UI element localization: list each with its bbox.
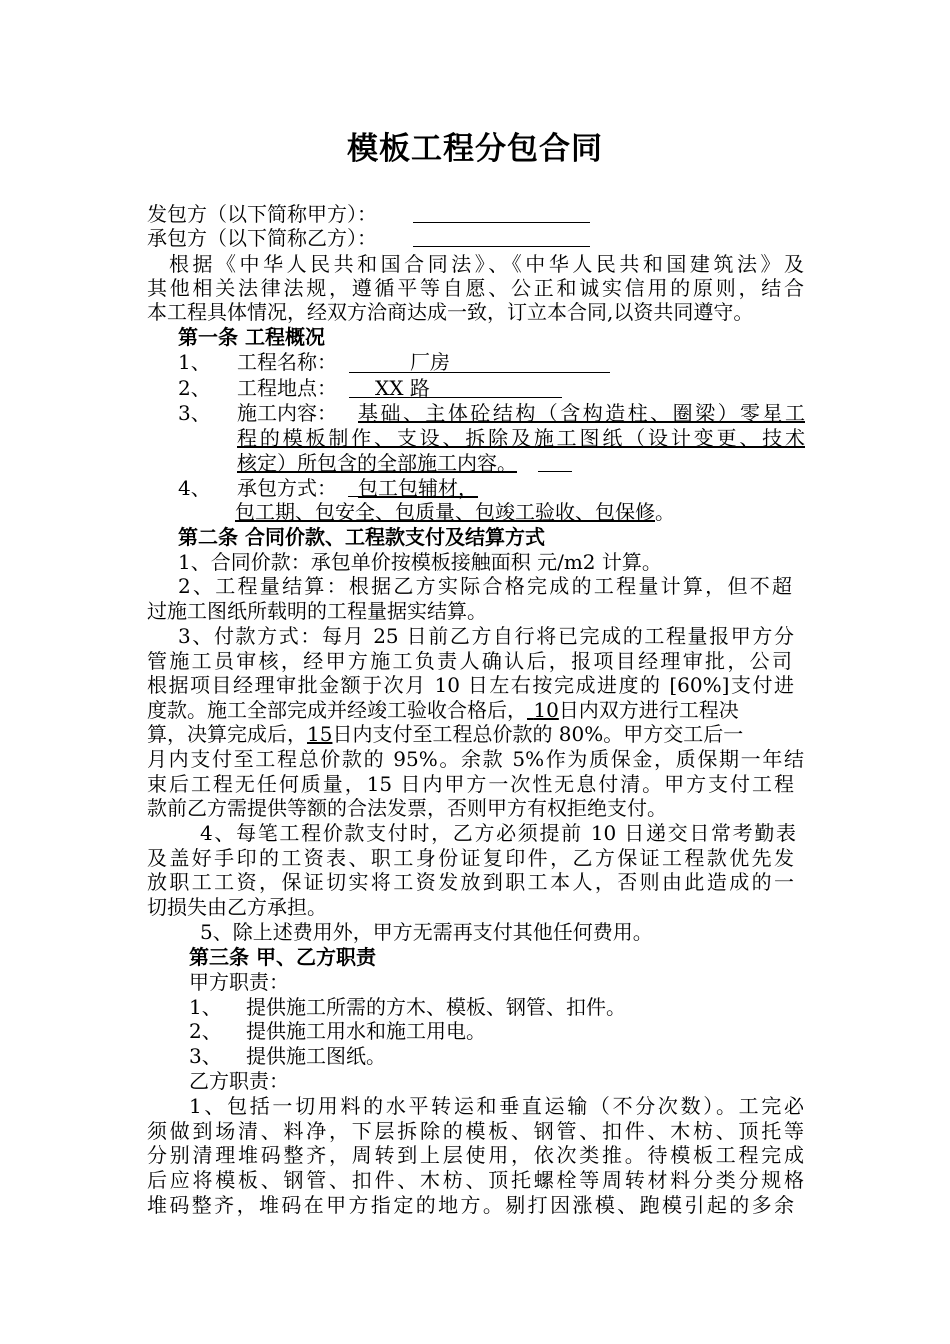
item-number: 2、: [189, 1019, 222, 1043]
party-a-label: 发包方（以下简称甲方）：: [147, 202, 377, 226]
item-number: 4、: [178, 476, 211, 500]
payment-terms-line: 款前乙方需提供等额的合法发票，否则甲方有权拒绝支付。: [147, 796, 667, 820]
payment-terms-line: 束后工程无任何质量，15 日内甲方一次性无息付清。甲方支付工程: [147, 772, 794, 796]
party-a-blank: [413, 222, 590, 223]
item-number: 1、: [189, 995, 222, 1019]
wage-payment-line: 放职工工资，保证切实将工资发放到职工本人，否则由此造成的一: [147, 870, 794, 894]
work-scope-line: 程的模板制作、支设、拆除及施工图纸（设计变更、技术: [237, 426, 805, 450]
project-location-underline: [349, 397, 562, 398]
project-name-underline: [349, 372, 610, 373]
work-scope-underline-tail: [538, 471, 572, 472]
payment-terms-line: 管施工员审核，经甲方施工负责人确认后，报项目经理审批，公司: [147, 649, 792, 673]
settlement-days: [527, 698, 559, 722]
item-number: 3、: [178, 401, 211, 425]
payment-days: 15: [307, 722, 333, 746]
party-a-duties-label: 甲方职责：: [189, 970, 289, 994]
wage-payment-line: 及盖好手印的工资表、职工身份证复印件，乙方保证工程款优先发: [147, 846, 794, 870]
wage-payment-line: 4、每笔工程价款支付时，乙方必须提前 10 日递交日常考勤表: [200, 821, 796, 845]
quantity-settlement-line: 过施工图纸所载明的工程量据实结算。: [147, 599, 487, 623]
contract-mode-line2-end: 。: [655, 500, 675, 524]
party-b-duty-line: 堆码整齐，堆码在甲方指定的地方。剔打因涨模、跑模引起的多余: [147, 1193, 794, 1217]
document-title: 模板工程分包合同: [347, 131, 603, 167]
contract-mode-underline-lead: [348, 496, 358, 497]
project-location-label: 工程地点：: [237, 376, 337, 400]
party-b-duty-line: 须做到场清、料净，下层拆除的模板、钢管、扣件、木枋、顶托等: [147, 1119, 804, 1143]
party-a-duty: 提供施工所需的方木、模板、钢管、扣件。: [246, 995, 626, 1019]
project-name-value: 厂房: [410, 350, 450, 374]
intro-line: 本工程具体情况，经双方洽商达成一致，订立本合同,以资共同遵守。: [147, 300, 754, 324]
intro-line: 其他相关法律法规，遵循平等自愿、公正和诚实信用的原则，结合: [147, 276, 804, 300]
payment-terms-line: 根据项目经理审批金额于次月 10 日左右按完成进度的 [60%]支付进: [147, 673, 794, 697]
contract-mode-value: 包工包辅材，: [358, 476, 478, 500]
contract-price-paragraph: 1、合同价款：承包单价按模板接触面积 元/m2 计算。: [178, 550, 662, 574]
party-b-duty-line: 1、包括一切用料的水平转运和垂直运输（不分次数）。工完必: [189, 1094, 804, 1118]
contract-mode-label: 承包方式：: [237, 476, 337, 500]
article-2-heading: 第二条 合同价款、工程款支付及结算方式: [178, 525, 545, 549]
party-b-blank: [413, 246, 590, 247]
party-b-duty-line: 分别清理堆码整齐，周转到上层使用，依次类推。待模板工程完成: [147, 1143, 804, 1167]
payment-line-text: 日内双方进行工程决: [558, 698, 739, 722]
work-scope-line: 基础、主体砼结构（含构造柱、圈梁）零星工: [358, 401, 805, 425]
party-b-label: 承包方（以下简称乙方）：: [147, 226, 377, 250]
payment-terms-line: 月内支付至工程总价款的 95%。余款 5%作为质保金，质保期一年结: [147, 747, 804, 771]
project-name-label: 工程名称：: [237, 350, 337, 374]
article-1-heading: 第一条 工程概况: [178, 325, 325, 349]
contract-mode-line2-text: 包工期、包安全、包质量、包竣工验收、包保修: [235, 500, 655, 524]
party-a-duty: 提供施工图纸。: [246, 1044, 386, 1068]
contract-mode-line2: [235, 500, 675, 524]
party-b-duties-label: 乙方职责：: [189, 1069, 289, 1093]
item-number: 1、: [178, 350, 211, 374]
payment-terms-line: [147, 698, 739, 722]
item-number: 2、: [178, 376, 211, 400]
intro-line: 根据《中华人民共和国合同法》、《中华人民共和国建筑法》及: [169, 252, 804, 276]
payment-line-text: 算，决算完成后，: [147, 722, 307, 746]
work-scope-label: 施工内容：: [237, 401, 337, 425]
party-b-duty-line: 后应将模板、钢管、扣件、木枋、顶托螺栓等周转材料分类分规格: [147, 1168, 804, 1192]
payment-line-text: 日内支付至工程总价款的 80%。甲方交工后一: [332, 722, 744, 746]
project-location-value: XX 路: [375, 376, 430, 400]
party-a-duty: 提供施工用水和施工用电。: [246, 1019, 486, 1043]
item-number: 3、: [189, 1044, 222, 1068]
payment-terms-line: 3、付款方式：每月 25 日前乙方自行将已完成的工程量报甲方分: [178, 624, 794, 648]
wage-payment-line: 切损失由乙方承担。: [147, 895, 327, 919]
article-3-heading: 第三条 甲、乙方职责: [189, 945, 376, 969]
quantity-settlement-line: 2、工程量结算：根据乙方实际合格完成的工程量计算，但不超: [178, 574, 792, 598]
no-other-fees-paragraph: 5、除上述费用外，甲方无需再支付其他任何费用。: [200, 920, 653, 944]
work-scope-line: 核定）所包含的全部施工内容。: [237, 451, 517, 475]
payment-terms-line: [147, 722, 743, 746]
payment-line-text: 度款。施工全部完成并经竣工验收合格后，: [147, 698, 527, 722]
settlement-days-value: 10: [533, 698, 559, 722]
